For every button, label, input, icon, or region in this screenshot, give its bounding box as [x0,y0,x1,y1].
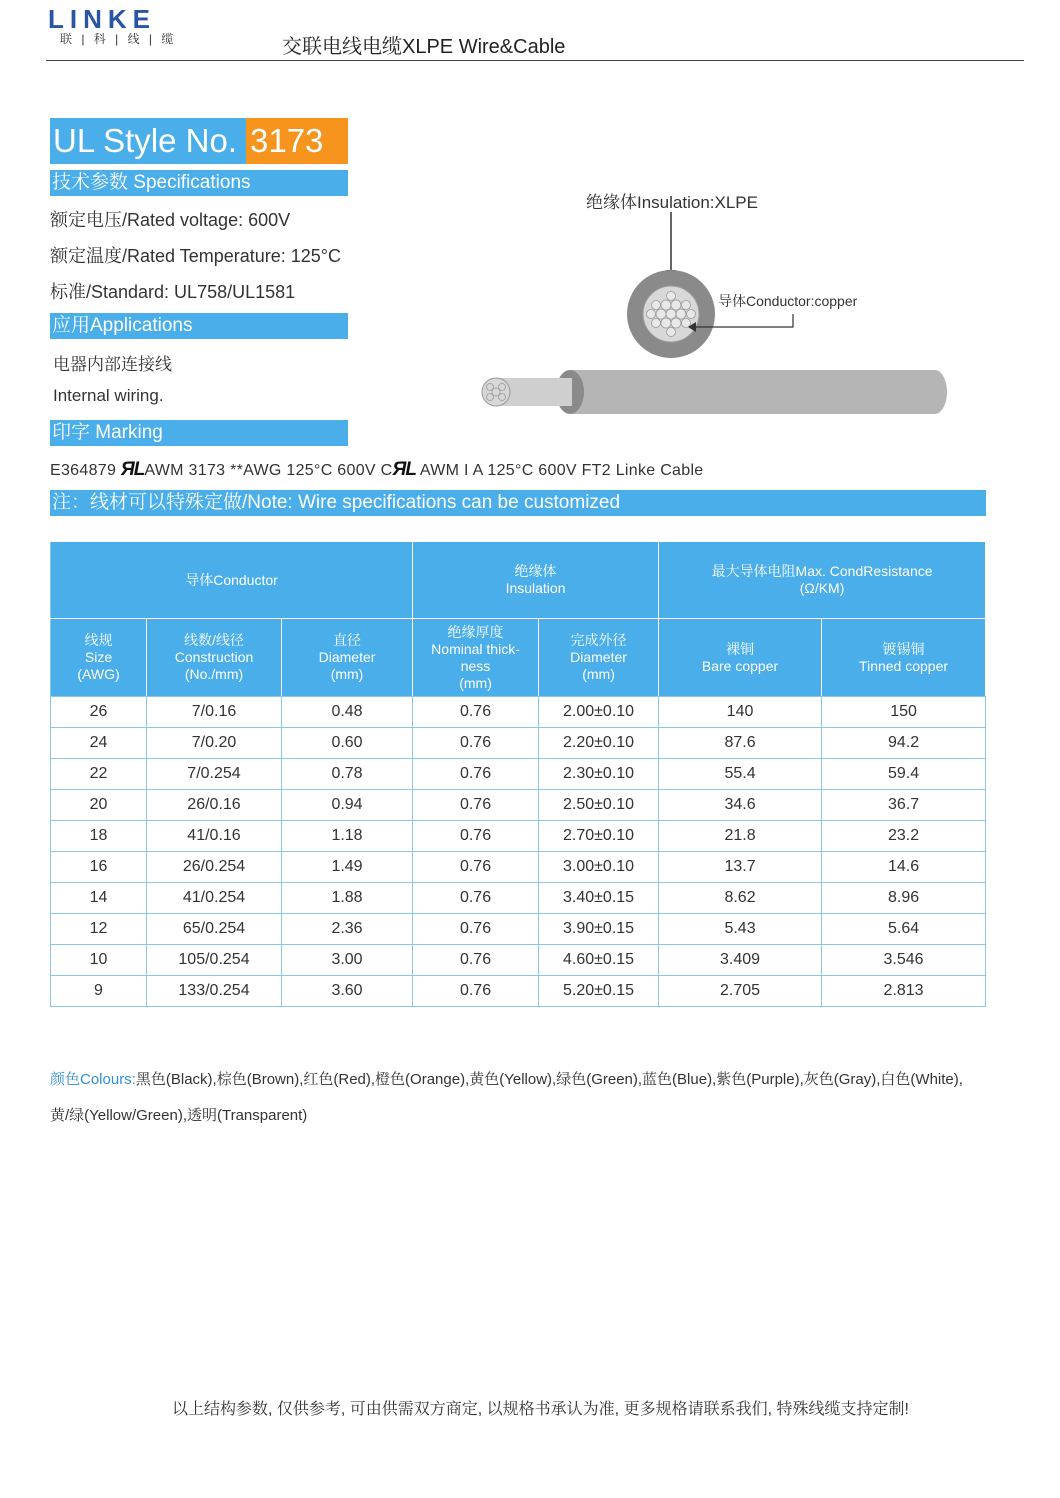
standard: 标准/Standard: UL758/UL1581 [50,282,296,302]
col-thickness-header: 绝缘厚度 Nominal thick- ness (mm) [413,619,539,697]
style-label: UL Style No. [50,118,246,164]
group-resistance-header: 最大导体电阻Max. CondResistance (Ω/KM) [659,542,986,619]
rated-temperature: 额定温度/Rated Temperature: 125°C [50,246,341,266]
ul-logo-icon: ЯL [120,459,145,480]
application-cn: 电器内部连接线 [53,355,172,374]
footer-disclaimer: 以上结构参数, 仅供参考, 可由供需双方商定, 以规格书承认为准, 更多规格请联系我们, 特殊线缆支持定制! [172,1401,909,1418]
marking-awm-text: AWM 3173 **AWG 125°C 600V C [144,462,393,479]
table-row: 24 7/0.20 0.60 0.76 2.20±0.10 87.6 94.2 [51,728,986,759]
table-row: 12 65/0.254 2.36 0.76 3.90±0.15 5.43 5.64 [51,914,986,945]
marking-file-number: E364879 [50,462,117,479]
cul-logo-icon: ЯL [392,459,416,480]
table-row: 22 7/0.254 0.78 0.76 2.30±0.10 55.4 59.4 [51,759,986,790]
conductor-end-icon [482,378,510,406]
specification-table [50,541,986,1007]
brand-logo-chinese: 联 | 科 | 线 | 缆 [60,32,177,46]
group-insulation-header: 绝缘体 Insulation [413,542,659,619]
table-row: 10 105/0.254 3.00 0.76 4.60±0.15 3.409 3.546 [51,945,986,976]
brand-logo-word: LINKE [48,4,156,34]
marking-awm-text-2: AWM I A 125°C 600V FT2 Linke Cable [419,462,704,479]
cable-jacket [570,370,947,414]
cable-diagram [470,200,970,430]
table-row: 14 41/0.254 1.88 0.76 3.40±0.15 8.62 8.96 [51,883,986,914]
application-en: Internal wiring. [53,386,164,405]
colours-list: 黑色(Black),棕色(Brown),红色(Red),橙色(Orange),黄色(Yellow),绿色(Green),蓝色(Blue),紫色(Purple),灰色(Gray),白色(White), [135,1071,963,1088]
specs-heading: 技术参数 Specifications [50,170,348,196]
group-conductor-header: 导体Conductor [51,542,413,619]
applications-heading: 应用Applications [50,313,348,339]
rated-voltage: 额定电压/Rated voltage: 600V [50,210,291,230]
table-row: 20 26/0.16 0.94 0.76 2.50±0.10 34.6 36.7 [51,790,986,821]
colours-list-continued: 黄/绿(Yellow/Green),透明(Transparent) [50,1107,308,1124]
col-outer-diameter-header: 完成外径 Diameter (mm) [539,619,659,697]
table-row: 16 26/0.254 1.49 0.76 3.00±0.10 13.7 14.6 [51,852,986,883]
header-divider [46,60,1024,61]
col-tinned-copper-header: 镀锡铜 Tinned copper [822,619,986,697]
style-number: 3173 [246,118,348,164]
table-row: 18 41/0.16 1.18 0.76 2.70±0.10 21.8 23.2 [51,821,986,852]
marking-text [50,459,704,481]
col-construction-header: 线数/线径 Construction (No./mm) [147,619,282,697]
col-diameter-header: 直径 Diameter (mm) [282,619,413,697]
page-title: 交联电线电缆XLPE Wire&Cable [282,36,566,58]
insulation-label: 绝缘体Insulation:XLPE [586,193,758,212]
table-row: 9 133/0.254 3.60 0.76 5.20±0.15 2.705 2.813 [51,976,986,1007]
marking-heading: 印字 Marking [50,420,348,446]
table-row: 26 7/0.16 0.48 0.76 2.00±0.10 140 150 [51,697,986,728]
conductor-label: 导体Conductor:copper [718,293,858,309]
cable-exposed-conductor [500,378,572,406]
colours-label: 颜色Colours: [50,1071,136,1088]
colours-line [50,1068,963,1089]
col-bare-copper-header: 裸铜 Bare copper [659,619,822,697]
col-size-header: 线规 Size (AWG) [51,619,147,697]
customization-note: 注：线材可以特殊定做/Note: Wire specifications can be customized [50,490,986,516]
